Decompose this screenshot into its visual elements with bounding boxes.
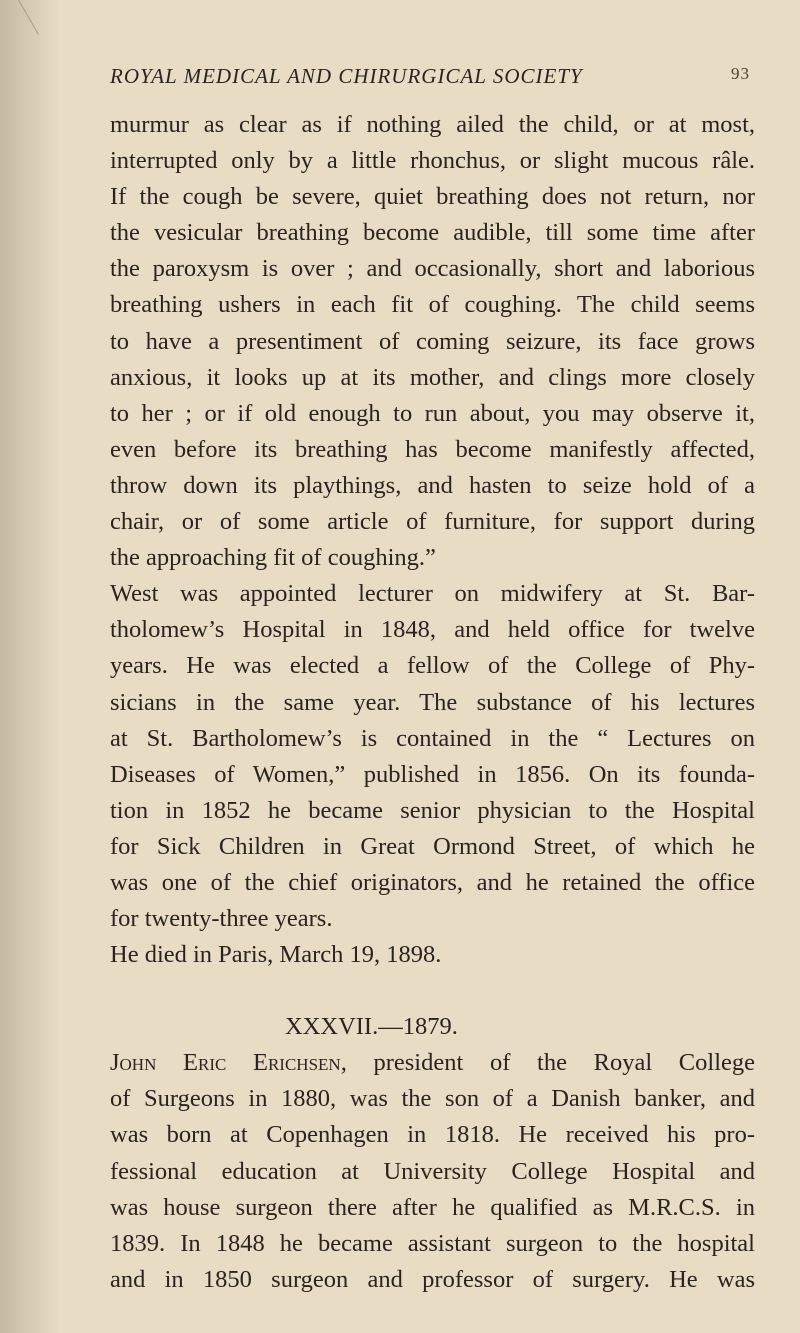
- text-line: was born at Copenhagen in 1818. He received his pro-: [110, 1121, 755, 1149]
- person-name: John Eric Erichsen,: [110, 1049, 347, 1077]
- text-line: at St. Bartholomew’s is contained in the “ Lectures on: [110, 724, 755, 752]
- running-title: ROYAL MEDICAL AND CHIRURGICAL SOCIETY: [110, 64, 583, 88]
- text-line: to have a presentiment of coming seizure, its face grows: [110, 327, 755, 355]
- text-line: If the cough be severe, quiet breathing does not return, nor: [110, 183, 755, 211]
- text-line: even before its breathing has become manifestly affected,: [110, 435, 755, 463]
- text-line: for Sick Children in Great Ormond Street, of which he: [110, 832, 755, 860]
- text-line: the approaching fit of coughing.”: [110, 544, 436, 572]
- text-line: breathing ushers in each fit of coughing. The child seems: [110, 291, 755, 319]
- text-line: was house surgeon there after he qualified as M.R.C.S. in: [110, 1193, 755, 1221]
- text-line: 1839. In 1848 he became assistant surgeon to the hospital: [110, 1229, 755, 1257]
- page-number: 93: [731, 64, 750, 83]
- text-line: fessional education at University College Hospital and: [110, 1157, 755, 1185]
- text-line: Diseases of Women,” published in 1856. On its founda-: [110, 760, 755, 788]
- text-line: interrupted only by a little rhonchus, or slight mucous râle.: [110, 147, 755, 175]
- text-line: to her ; or if old enough to run about, you may observe it,: [110, 399, 755, 427]
- running-header: [110, 64, 750, 94]
- text-line: and in 1850 surgeon and professor of surgery. He was: [110, 1265, 755, 1293]
- paragraph-erichsen: [110, 1045, 755, 1298]
- paragraph-west-career: [110, 576, 755, 937]
- paragraph-west-death: [110, 937, 755, 973]
- paragraph-whooping-cough-quote: [110, 107, 755, 576]
- text-line: for twenty-three years.: [110, 905, 333, 933]
- text-line: anxious, it looks up at its mother, and clings more closely: [110, 363, 755, 391]
- text-line: [110, 1045, 755, 1081]
- text-line: the vesicular breathing become audible, till some time after: [110, 219, 755, 247]
- text-line: throw down its playthings, and hasten to seize hold of a: [110, 471, 755, 499]
- text-line: murmur as clear as if nothing ailed the child, or at most,: [110, 111, 755, 138]
- page-edge-shadow: [0, 0, 60, 1333]
- body-text: [110, 107, 755, 1298]
- text-line-rest: president of the Royal College: [346, 1049, 756, 1077]
- page-corner-mark: [18, 0, 39, 35]
- text-line: West was appointed lecturer on midwifery at St. Bar-: [110, 580, 755, 608]
- text-line: sicians in the same year. The substance of his lectures: [110, 688, 755, 716]
- text-line: tion in 1852 he became senior physician to the Hospital: [110, 796, 755, 824]
- text-line: of Surgeons in 1880, was the son of a Danish banker, and: [110, 1085, 755, 1113]
- text-line: the paroxysm is over ; and occasionally, short and laborious: [110, 255, 755, 283]
- text-line: chair, or of some article of furniture, for support during: [110, 508, 755, 536]
- text-line: tholomew’s Hospital in 1848, and held office for twelve: [110, 616, 755, 644]
- text-line: was one of the chief originators, and he retained the office: [110, 868, 755, 896]
- text-line: years. He was elected a fellow of the College of Phy-: [110, 652, 755, 680]
- text-line: He died in Paris, March 19, 1898.: [110, 941, 442, 969]
- section-heading: XXXVII.—1879.: [285, 1013, 458, 1041]
